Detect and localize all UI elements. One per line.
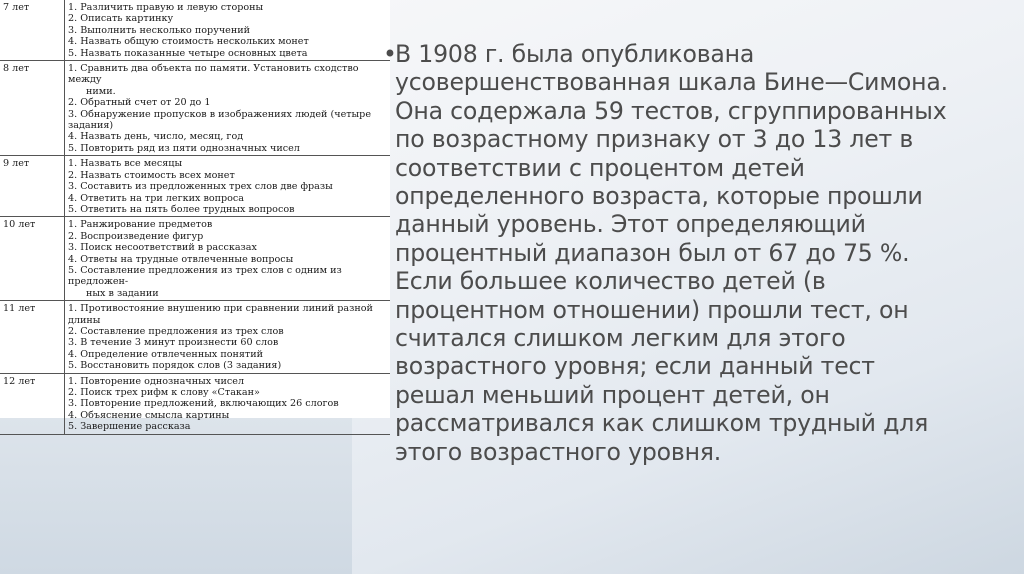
table-row — [0, 373, 390, 434]
tasks-cell — [65, 61, 391, 156]
task-item: 5. Восстановить порядок слов (3 задания) — [68, 360, 282, 372]
task-item: ними. — [86, 85, 116, 97]
task-item: 1. Назвать все месяцы — [68, 158, 183, 170]
tasks-cell — [65, 217, 391, 301]
task-item: 5. Назвать показанные четыре основных цвета — [68, 47, 308, 59]
task-item: 3. Повторение предложений, включающих 26 слогов — [68, 398, 339, 410]
table-row — [0, 301, 390, 373]
age-cell: 9 лет — [0, 156, 65, 217]
task-item: 5. Завершение рассказа — [68, 421, 191, 433]
table-row — [0, 156, 390, 217]
task-item: 4. Назвать день, число, месяц, год — [68, 131, 244, 143]
table-row — [0, 217, 390, 301]
task-item: 1. Сравнить два объекта по памяти. Установить сходство между — [68, 63, 359, 86]
tasks-cell — [65, 301, 391, 373]
task-item: ных в задании — [86, 287, 159, 299]
task-item: 4. Назвать общую стоимость нескольких монет — [68, 36, 309, 48]
task-item: 4. Определение отвлеченных понятий — [68, 348, 264, 360]
age-cell: 7 лет — [0, 0, 65, 61]
table-row — [0, 61, 390, 156]
task-item: 4. Ответы на трудные отвлеченные вопросы — [68, 253, 294, 265]
tasks-cell — [65, 156, 391, 217]
task-item: 3. Составить из предложенных трех слов две фразы — [68, 181, 333, 193]
binet-test-table — [0, 0, 390, 433]
task-item: 4. Объяснение смысла картины — [68, 409, 230, 421]
task-item: 2. Описать картинку — [68, 13, 174, 25]
task-item: 2. Назвать стоимость всех монет — [68, 169, 235, 181]
task-item: 5. Ответить на пять более трудных вопросов — [68, 203, 295, 215]
table-row — [0, 0, 390, 61]
task-item: 3. Поиск несоответствий в рассказах — [68, 242, 257, 254]
task-item: 1. Различить правую и левую стороны — [68, 2, 264, 13]
paragraph-text: В 1908 г. была опубликована усовершенствованная шкала Бине—Симона. Она содержала 59 тестов, сгруппированных по возрастному признаку от 3 до 13 лет в соответствии с процентом детей определенного возраста, которые прошли данный уровень. Этот определяющий процентный диапазон был от 67 до 75 %. Если большее количество детей (в процентном отношении) прошли тест, он считался слишком легким для этого возрастного уровня; если данный тест решал меньший процент детей, он рассматривался как слишком трудный для этого возрастного уровня. — [395, 40, 948, 466]
age-cell: 10 лет — [0, 217, 65, 301]
age-cell: 8 лет — [0, 61, 65, 156]
description-paragraph — [383, 40, 955, 466]
tests-table — [0, 0, 390, 435]
task-item: 5. Составление предложения из трех слов с одним из предложен- — [68, 264, 342, 288]
task-item: 1. Противостояние внушению при сравнении линий разной длины — [68, 303, 373, 326]
tasks-cell — [65, 373, 391, 434]
task-item: 4. Ответить на три легких вопроса — [68, 192, 245, 204]
task-item: 3. Выполнить несколько поручений — [68, 24, 251, 36]
task-item: 5. Повторить ряд из пяти однозначных чисел — [68, 142, 300, 154]
bullet-icon: • — [383, 40, 397, 68]
task-item: 2. Обратный счет от 20 до 1 — [68, 97, 211, 109]
task-item: 1. Ранжирование предметов — [68, 219, 213, 231]
task-item: 3. В течение 3 минут произнести 60 слов — [68, 337, 279, 349]
task-item: 3. Обнаружение пропусков в изображениях людей (четыре задания) — [68, 108, 372, 132]
age-cell: 12 лет — [0, 373, 65, 434]
task-item: 2. Поиск трех рифм к слову «Стакан» — [68, 387, 260, 398]
task-item: 1. Повторение однозначных чисел — [68, 375, 245, 387]
tasks-cell — [65, 0, 391, 61]
task-item: 2. Воспроизведение фигур — [68, 230, 204, 242]
age-cell: 11 лет — [0, 301, 65, 373]
task-item: 2. Составление предложения из трех слов — [68, 325, 284, 337]
